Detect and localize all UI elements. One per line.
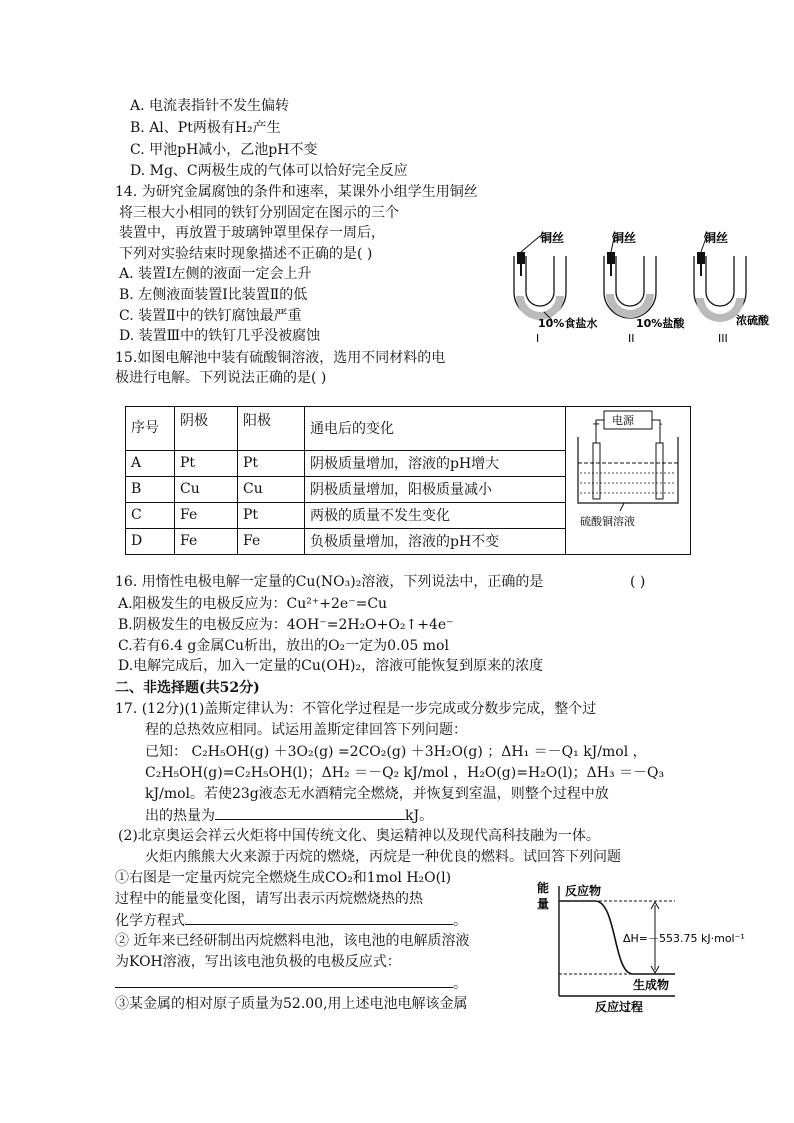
- section-2-title: 二、非选择题(共52分): [115, 680, 260, 696]
- header-anode: 阳极: [238, 407, 305, 451]
- electrolysis-figure-cell: [566, 407, 691, 555]
- copper-sulfate-label: 硫酸铜溶液: [580, 515, 635, 528]
- header-serial: 序号: [126, 407, 175, 451]
- q13-option-b: B. Al、Pt两极有H₂产生: [130, 120, 281, 136]
- q13-option-c: C. 甲池pH减小，乙池pH不变: [130, 142, 318, 158]
- q15-stem-line-1: 15.如图电解池中装有硫酸铜溶液，选用不同材料的电: [115, 350, 446, 366]
- q17-part2-line-2: 火炬内熊熊大火来源于丙烷的燃烧，丙烷是一种优良的燃料。试回答下列问题: [145, 849, 621, 865]
- q17-line-6: [145, 805, 433, 826]
- cell-serial: D: [126, 528, 175, 554]
- product-label: 生成物: [633, 978, 670, 992]
- cell-anode: Cu: [238, 476, 305, 502]
- electrode-answer-blank[interactable]: [115, 973, 453, 988]
- cell-change: 阴极质量增加，阳极质量减小: [305, 476, 566, 502]
- q17-sub2-line-2: 为KOH溶液，写出该电池负极的电极反应式：: [115, 954, 401, 970]
- cell-serial: B: [126, 476, 175, 502]
- q17-equation-prefix: 化学方程式: [115, 913, 185, 929]
- header-change: 通电后的变化: [305, 407, 566, 451]
- equation-answer-blank[interactable]: [185, 910, 453, 925]
- delta-h-label: ΔH=－553.75 kJ·mol⁻¹: [623, 932, 745, 945]
- q16-answer-bracket: ( ): [630, 574, 646, 590]
- cell-cathode: Fe: [175, 502, 238, 528]
- q17-sub2-line-3: [115, 973, 467, 994]
- q13-option-d: D. Mg、C两极生成的气体可以恰好完全反应: [130, 163, 408, 179]
- q14-stem-line-3: 装置中，再放置于玻璃钟罩里保存一周后，: [119, 225, 385, 241]
- cell-cathode: Fe: [175, 528, 238, 554]
- electrolysis-cell-figure: [566, 407, 690, 550]
- u-tube-1: [514, 230, 597, 345]
- solution-label-3: 浓硫酸: [736, 314, 769, 327]
- minus-sign: -: [659, 419, 663, 430]
- u-tube-3: [694, 230, 770, 345]
- cell-change: 阴极质量增加，溶液的pH增大: [305, 450, 566, 476]
- q17-sub2-line-1: ② 近年来已经研制出丙烷燃料电池，该电池的电解质溶液: [115, 933, 470, 949]
- cell-serial: A: [126, 450, 175, 476]
- q17-part2-line-1: (2)北京奥运会祥云火炬将中国传统文化、奥运精神以及现代高科技融为一体。: [118, 828, 600, 844]
- q17-known-1: 已知： C₂H₅OH(g) ＋3O₂(g) =2CO₂(g) ＋3H₂O(g) ；ΔH₁ ＝－Q₁ kJ/mol ，: [145, 744, 647, 760]
- power-source-label: 电源: [612, 414, 634, 427]
- energy-diagram: [533, 878, 783, 1016]
- q17-line-1: 17. (12分)(1)盖斯定律认为：不管化学过程是一步完成或分数步完成，整个过: [115, 701, 597, 717]
- q15-stem-line-2: 极进行电解。下列说法正确的是( ): [115, 370, 327, 386]
- cell-anode: Pt: [238, 450, 305, 476]
- cell-change: 两极的质量不发生变化: [305, 502, 566, 528]
- q16-option-c: C.若有6.4 g金属Cu析出，放出的O₂一定为0.05 mol: [118, 638, 449, 654]
- solution-label-1: 10%食盐水: [538, 317, 598, 330]
- solution-label-2: 10%盐酸: [636, 317, 685, 330]
- q17-sub1-line-1: ①右图是一定量丙烷完全燃烧生成CO₂和1mol H₂O(l): [115, 870, 452, 886]
- q17-electrode-end: 。: [453, 976, 467, 992]
- q14-option-d: D. 装置Ⅲ中的铁钉几乎没被腐蚀: [119, 328, 321, 344]
- q15-table: [125, 406, 691, 555]
- cell-change: 负极质量增加，溶液的pH不变: [305, 528, 566, 554]
- cell-anode: Pt: [238, 502, 305, 528]
- q16-option-a: A.阳极发生的电极反应为：Cu²⁺+2e⁻=Cu: [118, 596, 388, 612]
- cell-cathode: Pt: [175, 450, 238, 476]
- q16-option-b: B.阴极发生的电极反应为：4OH⁻=2H₂O+O₂↑+4e⁻: [118, 617, 454, 633]
- header-cathode: 阴极: [175, 407, 238, 451]
- q17-equation-end: 。: [453, 913, 467, 929]
- q14-stem-line-4: 下列对实验结束时现象描述不正确的是( ): [119, 246, 373, 262]
- reactant-label: 反应物: [565, 884, 602, 898]
- cell-anode: Fe: [238, 528, 305, 554]
- numeral-3: III: [718, 332, 728, 345]
- q17-heat-unit: kJ。: [405, 808, 434, 824]
- wire-label-1: 铜丝: [540, 231, 565, 245]
- process-axis-label: 反应过程: [595, 1000, 644, 1014]
- u-tube-figure: [500, 222, 776, 346]
- q17-line-2: 程的总热效应相同。试运用盖斯定律回答下列问题：: [145, 722, 467, 738]
- numeral-1: I: [536, 332, 540, 345]
- q16-option-d: D.电解完成后，加入一定量的Cu(OH)₂，溶液可能恢复到原来的浓度: [118, 658, 544, 674]
- cell-serial: C: [126, 502, 175, 528]
- q17-known-2: C₂H₅OH(g)=C₂H₅OH(l)；ΔH₂ ＝－Q₂ kJ/mol ，H₂O(g)=H₂O(l)；ΔH₃ ＝－Q₃: [145, 765, 665, 781]
- q17-sub1-line-3: [115, 910, 467, 931]
- wire-label-3: 铜丝: [704, 231, 729, 245]
- energy-axis-label-top: 能: [537, 881, 550, 895]
- q16-stem: 16. 用惰性电极电解一定量的Cu(NO₃)₂溶液，下列说法中，正确的是: [115, 574, 544, 590]
- u-tube-2: [604, 230, 685, 345]
- heat-answer-blank[interactable]: [215, 805, 405, 820]
- q17-heat-prefix: 出的热量为: [145, 808, 215, 824]
- q17-sub3-line-1: ③某金属的相对原子质量为52.00,用上述电池电解该金属: [115, 996, 468, 1012]
- q14-stem-line-1: 14. 为研究金属腐蚀的条件和速率，某课外小组学生用铜丝: [115, 184, 478, 200]
- q14-option-b: B. 左侧液面装置Ⅰ比装置Ⅱ的低: [119, 287, 308, 303]
- q17-line-5: kJ/mol。若使23g液态无水酒精完全燃烧，并恢复到室温，则整个过程中放: [145, 786, 609, 802]
- q14-option-a: A. 装置Ⅰ左侧的液面一定会上升: [119, 266, 312, 282]
- q14-option-c: C. 装置Ⅱ中的铁钉腐蚀最严重: [119, 308, 302, 324]
- energy-axis-label-bottom: 量: [537, 897, 550, 911]
- numeral-2: II: [628, 332, 635, 345]
- q13-option-a: A. 电流表指针不发生偏转: [130, 98, 290, 114]
- table-header-row: [126, 407, 691, 451]
- wire-label-2: 铜丝: [612, 231, 637, 245]
- q14-stem-line-2: 将三根大小相同的铁钉分别固定在图示的三个: [119, 205, 399, 221]
- q17-sub1-line-2: 过程中的能量变化图，请写出表示丙烷燃烧热的热: [115, 891, 423, 907]
- plus-sign: +: [592, 419, 601, 430]
- cell-cathode: Cu: [175, 476, 238, 502]
